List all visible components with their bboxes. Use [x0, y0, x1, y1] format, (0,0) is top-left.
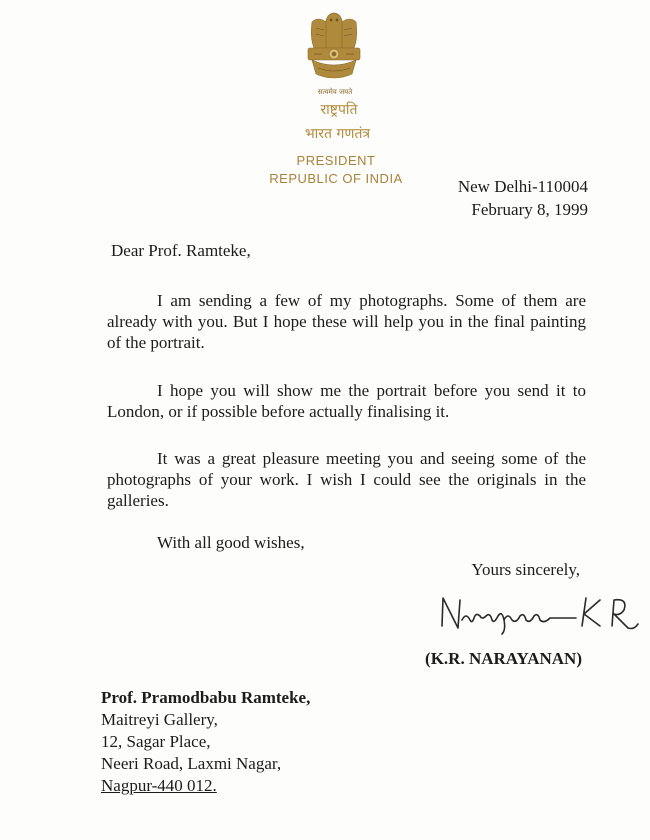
letterhead-hindi-republic: भारत गणतंत्र [304, 126, 371, 142]
letterhead-title: PRESIDENT [296, 153, 376, 168]
recipient-address-line-3: Neeri Road, Laxmi Nagar, [101, 754, 282, 773]
salutation: Dear Prof. Ramteke, [111, 241, 251, 260]
recipient-address-line-2: 12, Sagar Place, [101, 732, 211, 751]
ashoka-emblem-icon [302, 8, 366, 92]
recipient-address-line-1: Maitreyi Gallery, [101, 710, 218, 729]
good-wishes: With all good wishes, [157, 533, 305, 552]
recipient-name: Prof. Pramodbabu Ramteke, [101, 688, 311, 707]
recipient-address-line-4: Nagpur-440 012. [101, 776, 217, 795]
body-paragraph-3: It was a great pleasure meeting you and seeing some of the photographs of your work. I wish I could see the originals in the galleries. [107, 449, 586, 510]
handwritten-signature-icon [436, 590, 650, 636]
letter-date: February 8, 1999 [471, 200, 588, 219]
letterhead-hindi-title: राष्ट्रपति [320, 102, 358, 118]
body-paragraph-2: I hope you will show me the portrait before you send it to London, or if possible before actually finalising it. [107, 381, 586, 421]
national-motto: सत्यमेव जयते [317, 88, 353, 96]
signatory-name: (K.R. NARAYANAN) [425, 649, 582, 668]
body-paragraph-1: I am sending a few of my photographs. Some of them are already with you. But I hope these will help you in the final painting of the portrait. [107, 291, 586, 352]
letter-place: New Delhi-110004 [457, 177, 588, 196]
letterhead-republic: REPUBLIC OF INDIA [269, 171, 403, 186]
closing: Yours sincerely, [471, 560, 580, 579]
